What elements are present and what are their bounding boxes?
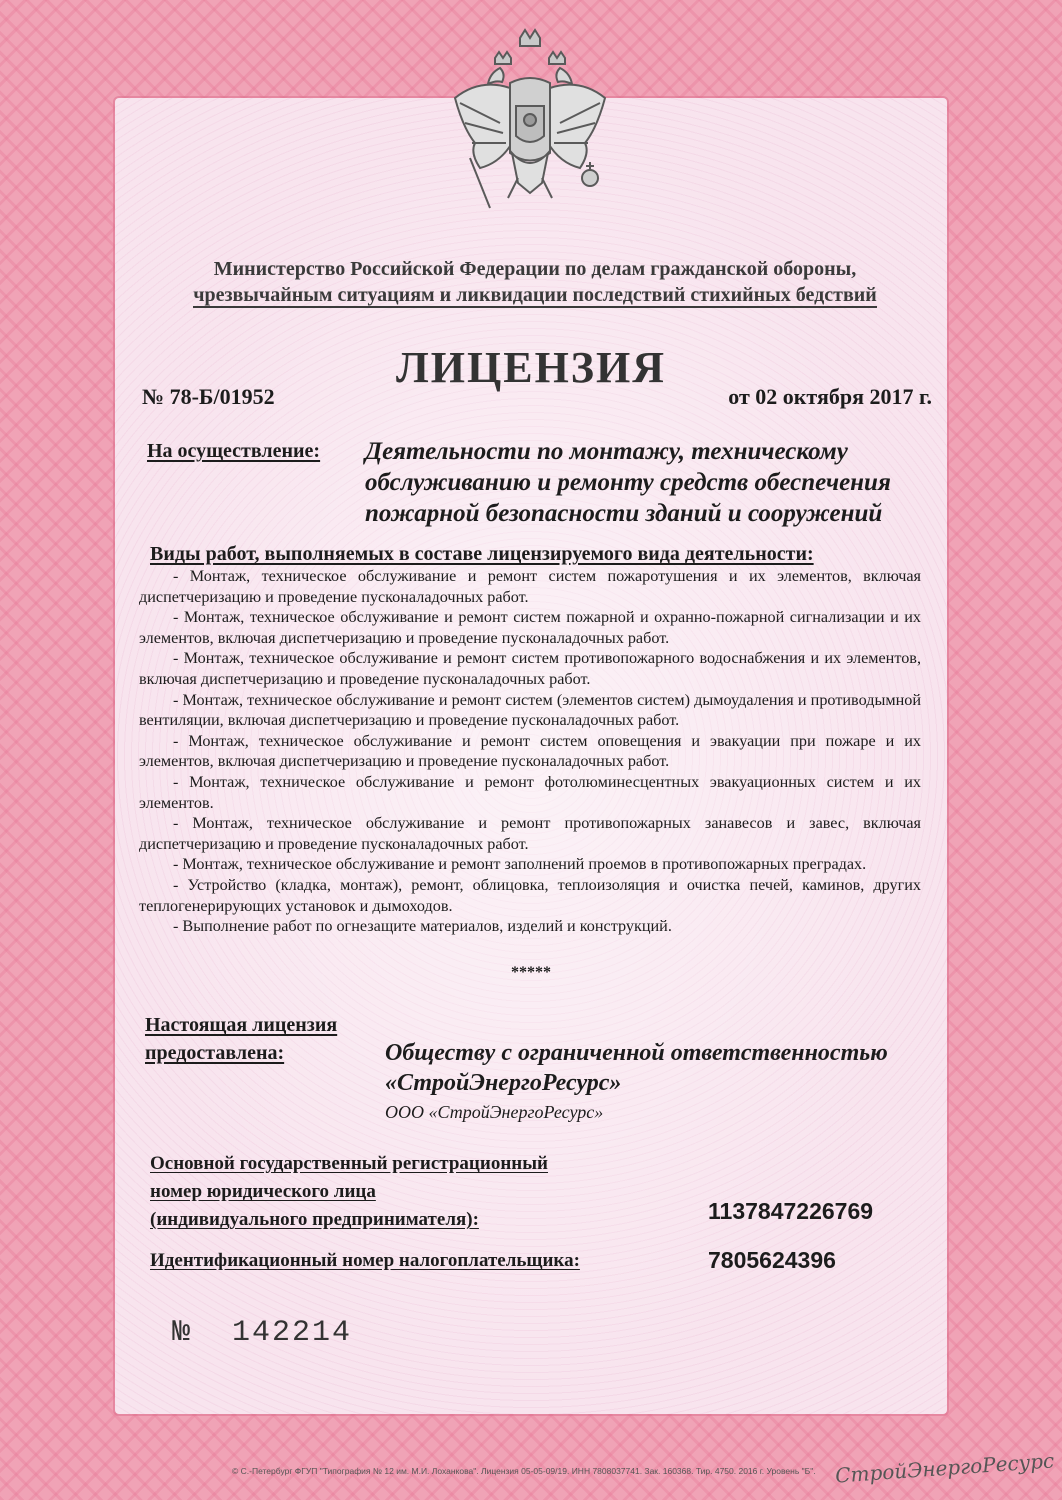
- license-number: № 78-Б/01952: [142, 384, 275, 409]
- activity-line-3: пожарной безопасности зданий и сооружений: [365, 500, 883, 527]
- activity-description: [365, 436, 925, 529]
- work-item: - Монтаж, техническое обслуживание и ремонт фотолюминесцентных эвакуационных систем и их элементов.: [139, 772, 921, 812]
- serial-value: 142214: [232, 1316, 353, 1350]
- ogrn-value: 1137847226769: [708, 1198, 874, 1224]
- work-item: - Монтаж, техническое обслуживание и ремонт противопожарных занавесов и завес, включая диспетчеризацию и проведение пусконаладочных работ.: [139, 814, 921, 853]
- activity-label: На осуществление:: [147, 440, 321, 462]
- separator-stars: *****: [511, 964, 551, 981]
- ministry-line-1: Министерство Российской Федерации по делам гражданской обороны,: [213, 258, 857, 280]
- works-list: [139, 566, 921, 937]
- works-title: Виды работ, выполняемых в составе лицензируемого вида деятельности:: [150, 543, 814, 565]
- ogrn-label-line-3: (индивидуального предпринимателя):: [150, 1209, 479, 1230]
- work-item: - Монтаж, техническое обслуживание и ремонт систем пожарной и охранно-пожарной сигнализации и их элементов, включая диспетчеризацию и проведение пусконаладочных работ.: [139, 608, 921, 647]
- holder-name-line-2: «СтройЭнергоРесурс»: [385, 1070, 622, 1096]
- work-item: - Монтаж, техническое обслуживание и ремонт систем пожаротушения и их элементов, включая диспетчеризацию и проведение пусконаладочных работ.: [139, 567, 921, 606]
- work-item: - Монтаж, техническое обслуживание и ремонт систем оповещения и эвакуации при пожаре и их элементов, включая диспетчеризацию и проведение пусконаладочных работ.: [139, 731, 921, 771]
- license-date: от 02 октября 2017 г.: [728, 384, 932, 409]
- holder-short-name: ООО «СтройЭнергоРесурс»: [385, 1102, 604, 1122]
- ogrn-label: [150, 1150, 548, 1234]
- work-item: - Монтаж, техническое обслуживание и ремонт заполнений проемов в противопожарных преградах.: [173, 855, 867, 874]
- inn-value: 7805624396: [708, 1247, 836, 1273]
- eagle-emblem-icon: [440, 28, 620, 224]
- work-item: - Выполнение работ по огнезащите материалов, изделий и конструкций.: [173, 917, 672, 936]
- inn-label: Идентификационный номер налогоплательщика:: [150, 1250, 580, 1271]
- ministry-line-2: чрезвычайным ситуациям и ликвидации последствий стихийных бедствий: [193, 284, 877, 306]
- holder-label-line-2: предоставлена:: [145, 1042, 285, 1064]
- serial-prefix: №: [172, 1316, 193, 1350]
- holder-name: [385, 1038, 888, 1098]
- work-item: - Монтаж, техническое обслуживание и ремонт систем (элементов систем) дымоудаления и противодымной вентиляции, включая диспетчеризацию и проведение пусконаладочных работ.: [139, 690, 921, 730]
- handwritten-signature: СтройЭнергоРесурс: [834, 1448, 1055, 1488]
- serial-number: [172, 1316, 352, 1350]
- work-item: - Устройство (кладка, монтаж), ремонт, облицовка, теплоизоляция и очистка печей, каминов, других теплогенерирующих установок и дымоходов.: [139, 875, 921, 915]
- printer-imprint: © С.-Петербург ФГУП "Типография № 12 им. М.И. Лоханкова". Лицензия 05-05-09/19. ИНН 7808037741. Зак. 160368. Тир. 4750. 2016 г. Уровень "Б".: [232, 1466, 816, 1476]
- holder-label-line-1: Настоящая лицензия: [145, 1014, 338, 1036]
- activity-line-1: Деятельности по монтажу, техническому: [365, 438, 848, 465]
- ogrn-label-line-2: номер юридического лица: [150, 1181, 376, 1202]
- document-title: ЛИЦЕНЗИЯ: [395, 343, 667, 392]
- activity-line-2: обслуживанию и ремонту средств обеспечения: [365, 469, 891, 496]
- ministry-name: [120, 256, 950, 308]
- work-item: - Монтаж, техническое обслуживание и ремонт систем противопожарного водоснабжения и их элементов, включая диспетчеризацию и проведение пусконаладочных работ.: [139, 649, 921, 688]
- holder-name-line-1: Обществу с ограниченной ответственностью: [385, 1040, 888, 1066]
- ogrn-label-line-1: Основной государственный регистрационный: [150, 1153, 549, 1174]
